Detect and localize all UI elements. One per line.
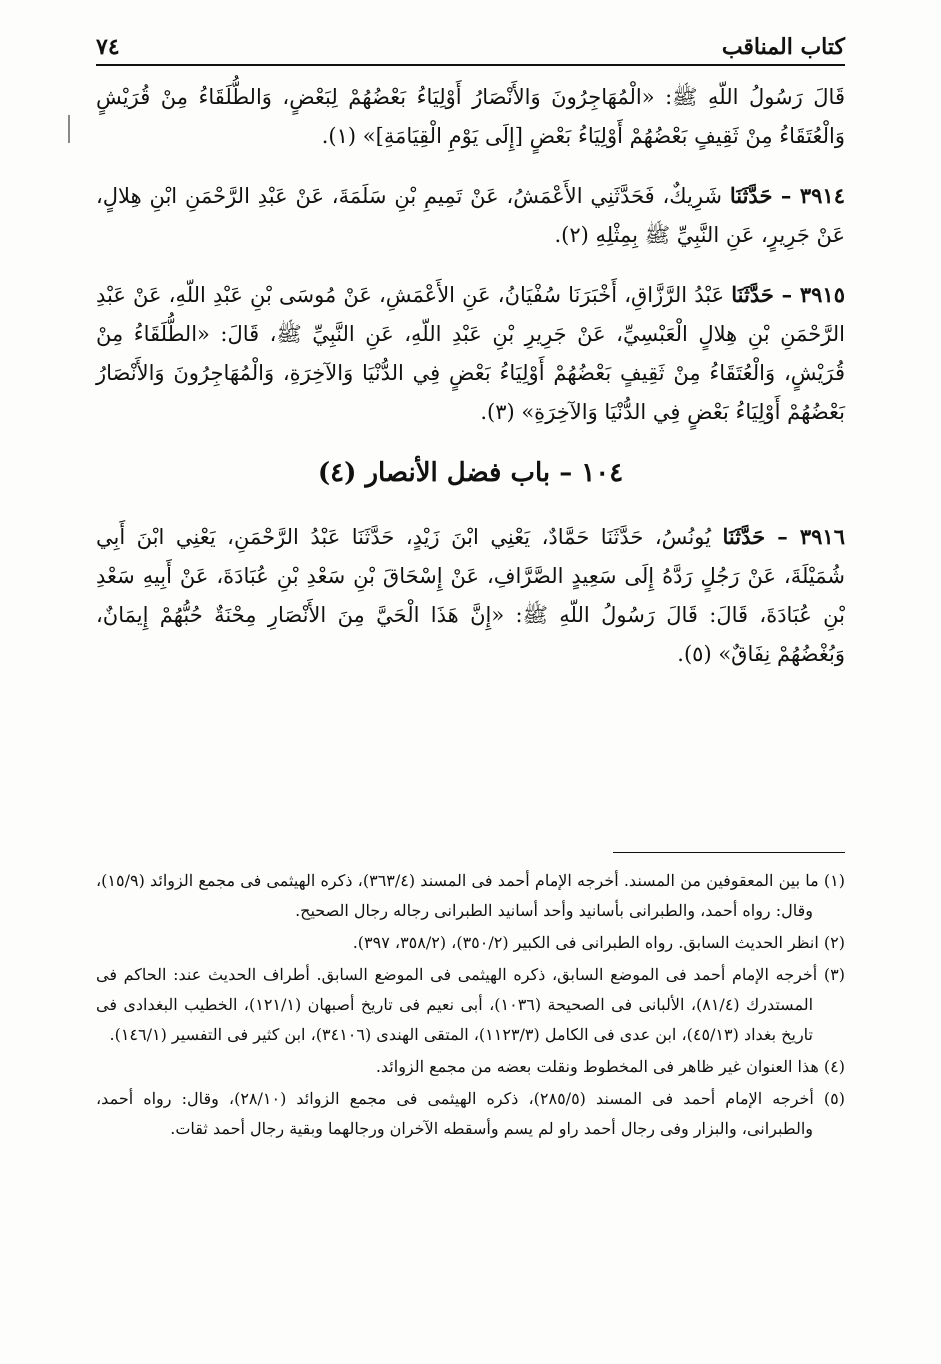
footnote: (٢) انظر الحديث السابق. رواه الطبرانى فى الكبير (٣٥٠/٢)، (٣٥٨/٢، ٣٩٧). <box>352 933 845 952</box>
hadith-number: ٣٩١٥ – حَدَّثَنَا <box>731 282 845 307</box>
margin-mark <box>68 115 70 143</box>
footnote: (١) ما بين المعقوفين من المسند. أخرجه الإمام أحمد فى المسند (٣٦٣/٤)، ذكره الهيثمى فى مجمع الزوائد (١٥/٩)، وقال: رواه أحمد، والطبرانى بأسانيد وأحد أسانيد الطبرانى رجاله رجال الصحيح. <box>96 871 846 920</box>
footnote: (٥) أخرجه الإمام أحمد فى المسند (٢٨٥/٥)، ذكره الهيثمى فى مجمع الزوائد (٢٨/١٠)، وقال: رواه أحمد، والطبرانى، والبزار وفى رجال أحمد راو لم يسم وأسقطه الآخران ورجالهما وبقية رجال أحمد ثقات. <box>96 1089 846 1138</box>
page-number: ٧٤ <box>96 34 120 60</box>
hadith-text: عَبْدُ الرَّزَّاقِ، أَخْبَرَنَا سُفْيَانُ، عَنِ الأَعْمَشِ، عَنْ مُوسَى بْنِ عَبْدِ اللّهِ، عَنْ عَبْدِ الرَّحْمَنِ بْنِ هِلالٍ الْعَبْسِيِّ، عَنْ جَرِيرِ بْنِ عَبْدِ اللّهِ، عَنِ النَّبِيِّ ﷺ، قَالَ: «الطُّلَقَاءُ مِنْ قُرَيْشٍ، وَالْعُتَقَاءُ مِنْ ثَقِيفٍ بَعْضُهُمْ أَوْلِيَاءُ بَعْضٍ فِي الدُّنْيَا وَالآخِرَةِ، وَالْمُهَاجِرُونَ وَالأَنْصَارُ بَعْضُهُمْ أَوْلِيَاءُ بَعْضٍ فِي الدُّنْيَا وَالآخِرَةِ» (٣). <box>96 283 845 424</box>
footnotes <box>96 866 845 1146</box>
hadith-text: يُونُسُ، حَدَّثَنَا حَمَّادٌ، يَعْنِي ابْنَ زَيْدٍ، حَدَّثَنَا عَبْدُ الرَّحْمَنِ، يَعْنِي ابْنَ أَبِي شُمَيْلَةَ، عَنْ رَجُلٍ رَدَّهُ إِلَى سَعِيدٍ الصَّرَّافِ، عَنْ إِسْحَاقَ بْنِ سَعْدِ بْنِ عُبَادَةَ، عَنْ أَبِيهِ سَعْدِ بْنِ عُبَادَةَ، قَالَ: قَالَ رَسُولُ اللّهِ ﷺ: «إِنَّ هَذَا الْحَيَّ مِنَ الأَنْصَارِ مِحْنَةٌ حُبُّهُمْ إِيمَانٌ، وَبُغْضُهُمْ نِفَاقٌ» (٥). <box>96 525 845 666</box>
paragraph-continuation: قَالَ رَسُولُ اللّهِ ﷺ: «الْمُهَاجِرُونَ وَالأَنْصَارُ أَوْلِيَاءُ بَعْضُهُمْ لِبَعْضٍ، وَالطُّلَقَاءُ مِنْ قُرَيْشٍ وَالْعُتَقَاءُ مِنْ ثَقِيفٍ بَعْضُهُمْ أَوْلِيَاءُ بَعْضٍ [إِلَى يَوْمِ الْقِيَامَةِ]» (١). <box>96 85 845 148</box>
hadith-number: ٣٩١٦ – حَدَّثَنَا <box>722 524 845 549</box>
chapter-title: كتاب المناقب <box>721 34 845 60</box>
hadith-3916 <box>96 517 845 674</box>
hadith-number: ٣٩١٤ – حَدَّثَنَا <box>729 183 845 208</box>
hadith-3914 <box>96 176 845 255</box>
main-text <box>96 78 845 694</box>
footnote: (٤) هذا العنوان غير ظاهر فى المخطوط ونقلت بعضه من مجمع الزوائد. <box>375 1057 845 1076</box>
hadith-3915 <box>96 275 845 432</box>
chapter-heading: ١٠٤ – باب فضل الأنصار (٤) <box>317 458 624 488</box>
footnote: (٣) أخرجه الإمام أحمد فى الموضع السابق، ذكره الهيثمى فى الموضع السابق. أطراف الحديث عند: الحاكم فى المستدرك (٨١/٤)، الألبانى فى الصحيحة (١٠٣٦)، أبى نعيم فى تاريخ أصبهان (١٢١/١)، الخطيب البغدادى فى تاريخ بغداد (٤٥/١٣)، ابن عدى فى الكامل (١١٢٣/٣)، المتقى الهندى (٣٤١٠٦)، ابن كثير فى التفسير (١٤٦/١). <box>96 965 845 1044</box>
hadith-text: شَرِيكٌ، فَحَدَّثَنِي الأَعْمَشُ، عَنْ تَمِيمِ بْنِ سَلَمَةَ، عَنْ عَبْدِ الرَّحْمَنِ ابْنِ هِلالٍ، عَنْ جَرِيرٍ، عَنِ النَّبِيِّ ﷺ بِمِثْلِهِ (٢). <box>96 184 845 247</box>
page-header <box>96 30 845 66</box>
footnote-divider <box>613 852 845 853</box>
